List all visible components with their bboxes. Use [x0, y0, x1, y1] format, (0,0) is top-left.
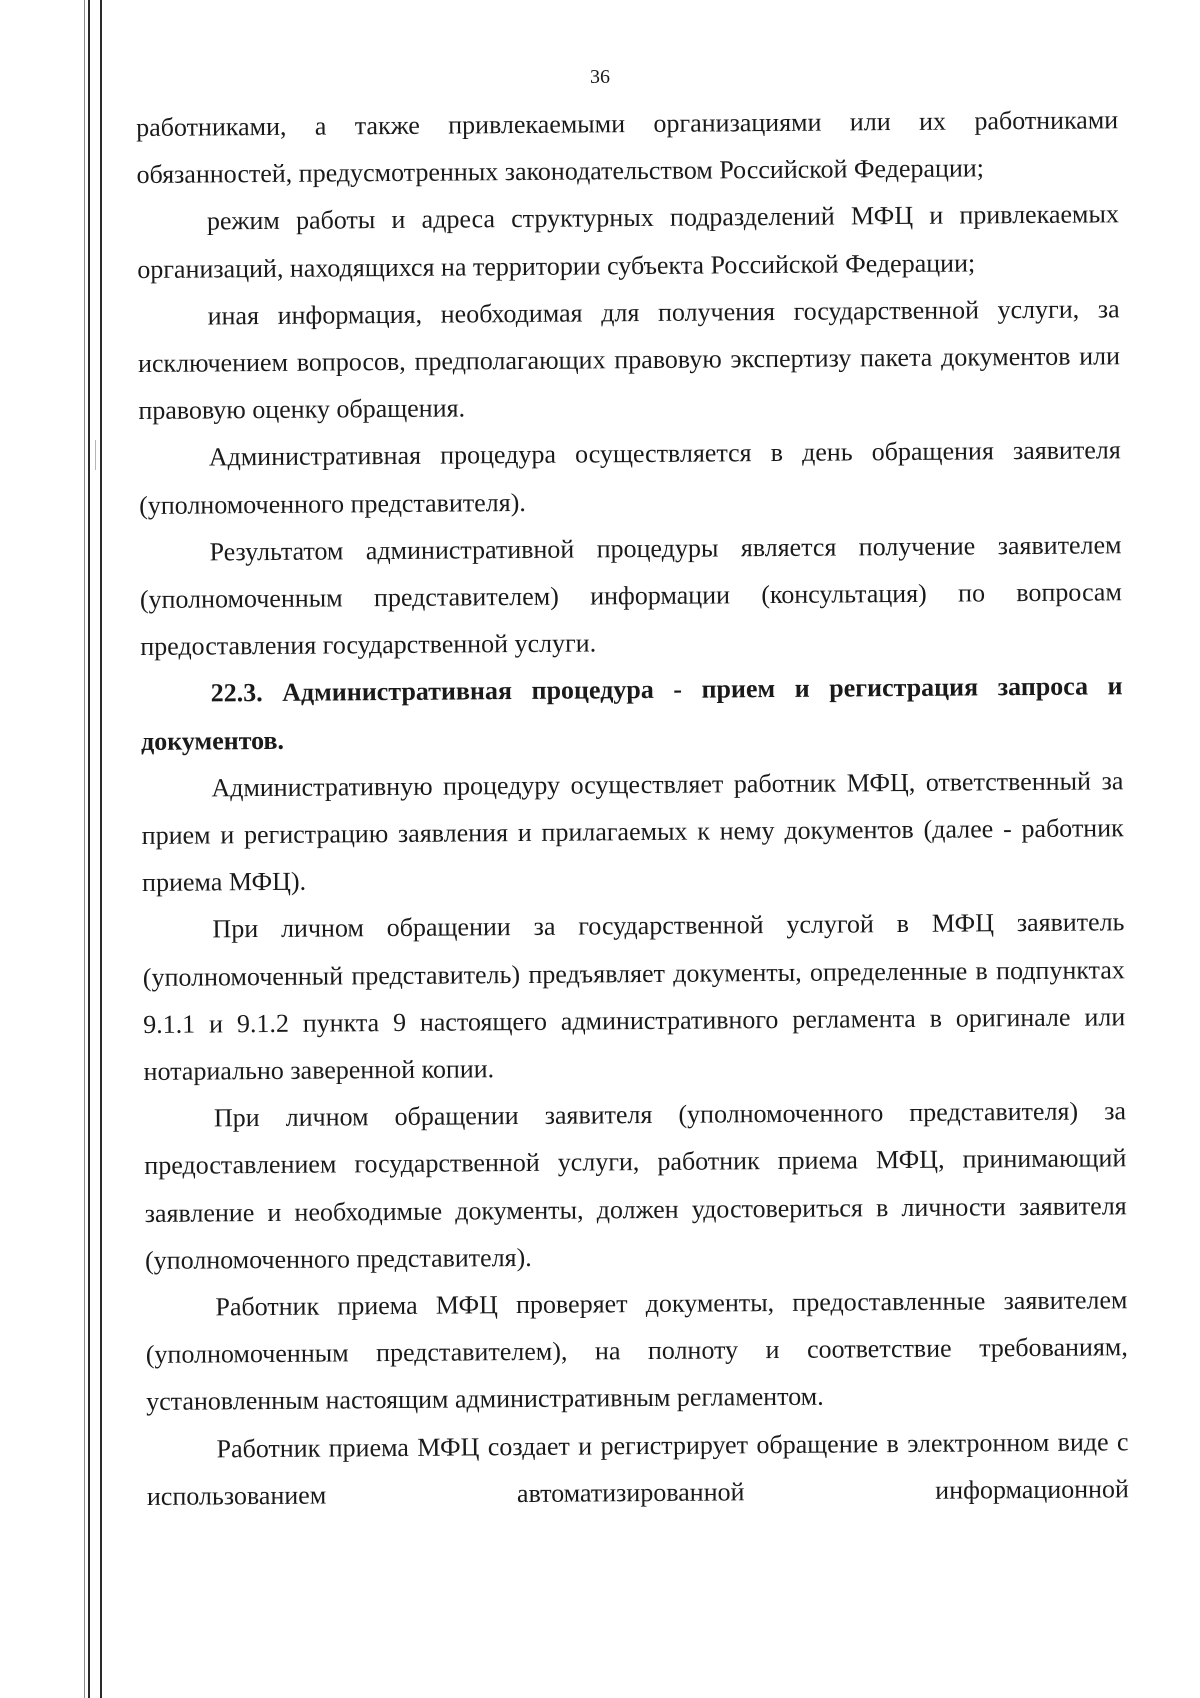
scan-edge-mark — [95, 440, 96, 470]
paragraph-continuation: работниками, а также привлекаемыми организациями или их работниками обязанностей, предусмотренных законодательством Российской Федерации; — [136, 105, 1119, 190]
paragraph-document-check: Работник приема МФЦ проверяет документы, предоставленные заявителем (уполномоченным представителем), на полноту и соответствие требованиям, установленным настоящим административным регламентом. — [145, 1285, 1128, 1417]
binding-margin-line-outer — [84, 0, 85, 1698]
document-body — [136, 96, 1129, 1520]
binding-margin-line — [88, 0, 90, 1698]
paragraph-identity-verification: При личном обращении заявителя (уполномоченного представителя) за предоставлением государственной услуги, работник приема МФЦ, принимающий заявление и необходимые документы, должен удостовериться в личности заявителя (уполномоченного представителя). — [144, 1096, 1127, 1275]
binding-margin-line-inner — [100, 0, 102, 1698]
paragraph-work-schedule: режим работы и адреса структурных подразделений МФЦ и привлекаемых организаций, находящихся на территории субъекта Российской Федерации; — [137, 199, 1120, 284]
paragraph-electronic-registration: Работник приема МФЦ создает и регистрирует обращение в электронном виде с использованием автоматизированной информационной — [146, 1426, 1130, 1511]
paragraph-procedure-timing: Административная процедура осуществляется в день обращения заявителя (уполномоченного представителя). — [139, 435, 1121, 520]
paragraph-procedure-result: Результатом административной процедуры является получение заявителем (уполномоченным представителем) информации (консультация) по вопросам предоставления государственной услуги. — [139, 530, 1122, 662]
section-heading-22-3: 22.3. Административная процедура - прием и регистрация запроса и документов. — [140, 671, 1123, 756]
paragraph-responsible-worker: Административную процедуру осуществляет работник МФЦ, ответственный за прием и регистрацию заявления и прилагаемых к нему документов (далее - работник приема МФЦ). — [141, 766, 1124, 898]
paragraph-personal-request-documents: При личном обращении за государственной услугой в МФЦ заявитель (уполномоченный представитель) предъявляет документы, определенные в подпунктах 9.1.1 и 9.1.2 пункта 9 настоящего административного регламента в оригинале или нотариально заверенной копии. — [142, 907, 1126, 1087]
page-number: 36 — [590, 66, 610, 88]
paragraph-other-information: иная информация, необходимая для получения государственной услуги, за исключением вопросов, предполагающих правовую экспертизу пакета документов или правовую оценку обращения. — [137, 294, 1121, 426]
